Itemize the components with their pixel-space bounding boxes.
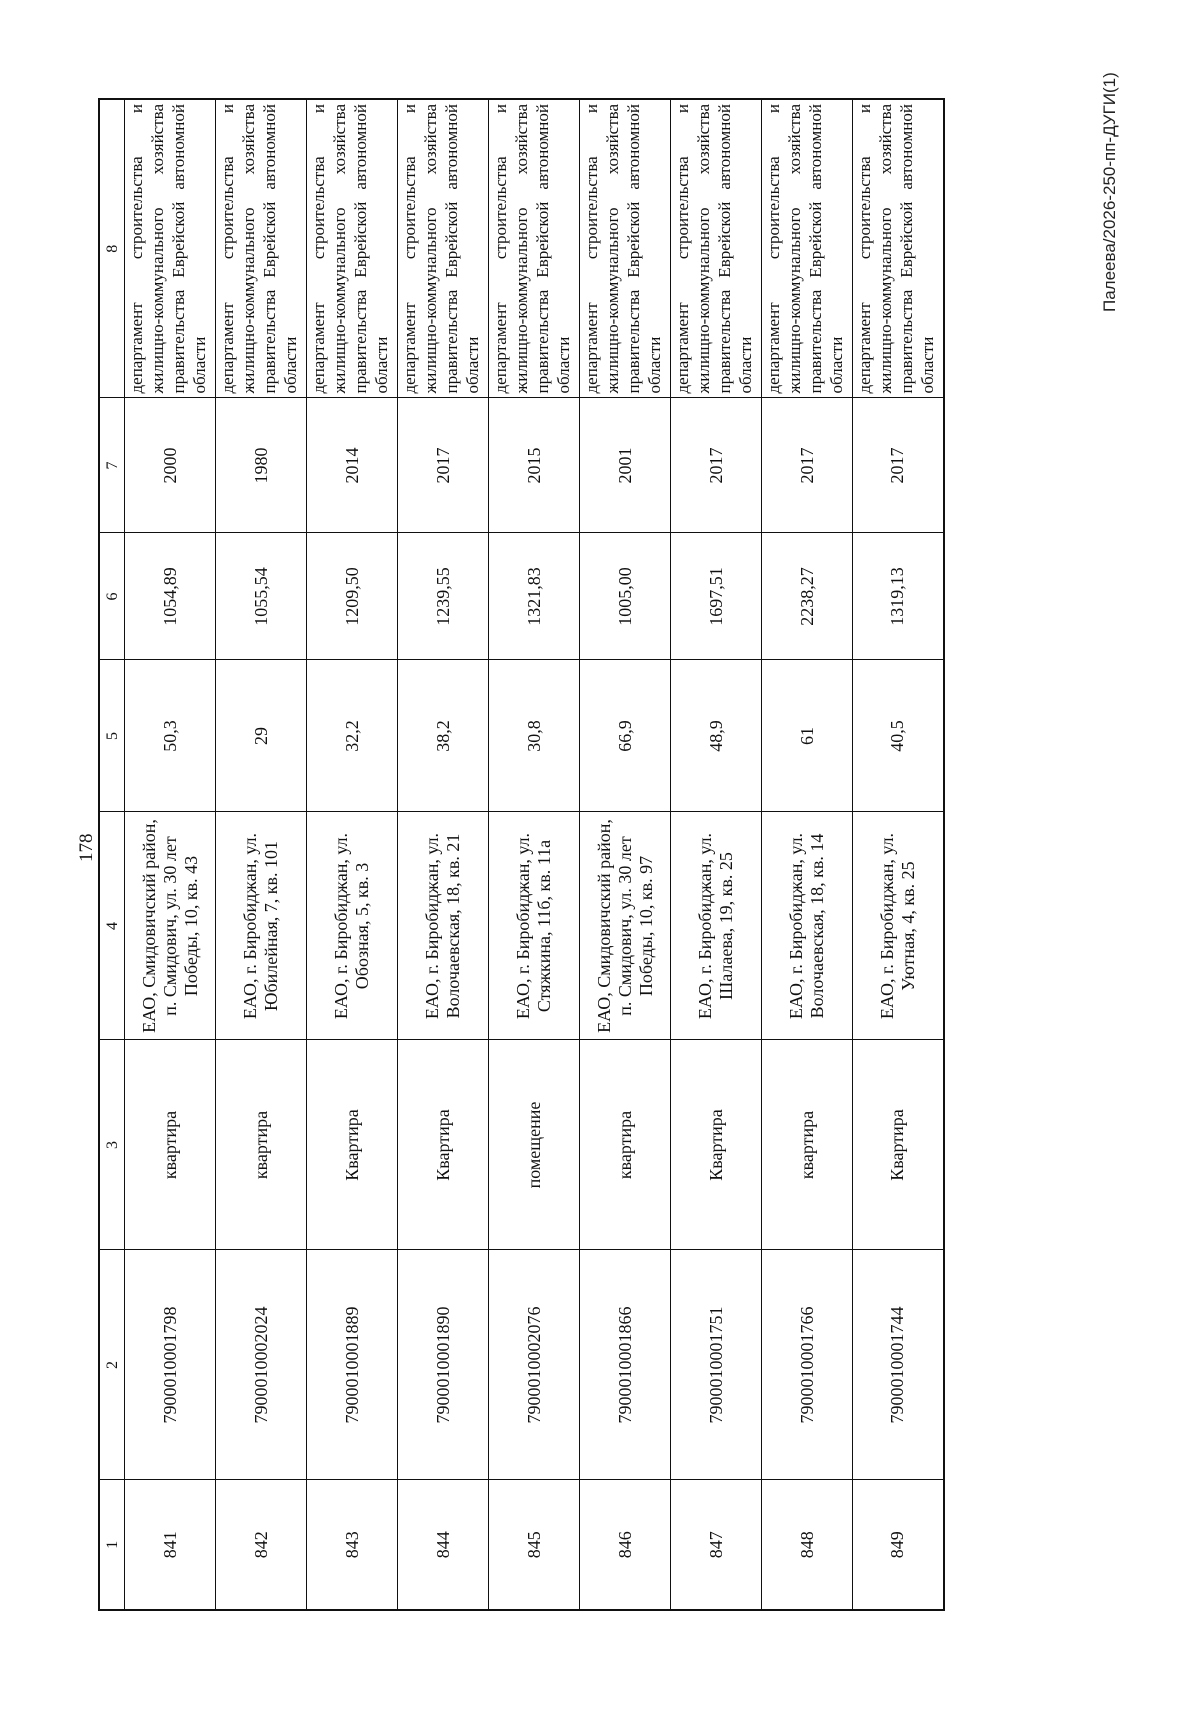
cadastral-number-cell: 7900010001751: [671, 1250, 762, 1480]
column-header: 6: [99, 533, 125, 660]
area-cell: 61: [762, 660, 853, 812]
area-cell: 40,5: [853, 660, 944, 812]
year-cell: 2017: [671, 398, 762, 533]
property-type-cell: квартира: [580, 1040, 671, 1250]
address-cell: ЕАО, г. Биробиджан, ул. Стяжкина, 11б, кв. 11а: [489, 812, 580, 1040]
column-header: 5: [99, 660, 125, 812]
property-type-cell: квартира: [762, 1040, 853, 1250]
area-cell: 50,3: [125, 660, 216, 812]
holder-cell: департамент строительства и жилищно-коммунального хозяйства правительства Еврейской автономной области: [125, 99, 216, 398]
year-cell: 2000: [125, 398, 216, 533]
address-cell: ЕАО, г. Биробиджан, ул. Обозная, 5, кв. 3: [307, 812, 398, 1040]
area-cell: 48,9: [671, 660, 762, 812]
cadastral-number-cell: 7900010002024: [216, 1250, 307, 1480]
area-cell: 32,2: [307, 660, 398, 812]
table-row: [762, 99, 853, 1610]
cadastral-number-cell: 7900010001866: [580, 1250, 671, 1480]
value-cell: 1209,50: [307, 533, 398, 660]
cadastral-number-cell: 7900010002076: [489, 1250, 580, 1480]
row-number-cell: 847: [671, 1480, 762, 1610]
property-type-cell: Квартира: [853, 1040, 944, 1250]
holder-cell: департамент строительства и жилищно-коммунального хозяйства правительства Еврейской автономной области: [307, 99, 398, 398]
value-cell: 1054,89: [125, 533, 216, 660]
row-number-cell: 849: [853, 1480, 944, 1610]
row-number-cell: 844: [398, 1480, 489, 1610]
table-row: [125, 99, 216, 1610]
property-type-cell: квартира: [125, 1040, 216, 1250]
property-type-cell: Квартира: [307, 1040, 398, 1250]
column-header: 1: [99, 1480, 125, 1610]
table-row: [489, 99, 580, 1610]
holder-cell: департамент строительства и жилищно-коммунального хозяйства правительства Еврейской автономной области: [853, 99, 944, 398]
address-cell: ЕАО, г. Биробиджан, ул. Юбилейная, 7, кв. 101: [216, 812, 307, 1040]
year-cell: 2017: [853, 398, 944, 533]
value-cell: 1055,54: [216, 533, 307, 660]
row-number-cell: 846: [580, 1480, 671, 1610]
area-cell: 38,2: [398, 660, 489, 812]
property-type-cell: квартира: [216, 1040, 307, 1250]
area-cell: 29: [216, 660, 307, 812]
cadastral-number-cell: 7900010001798: [125, 1250, 216, 1480]
column-header: 4: [99, 812, 125, 1040]
area-cell: 66,9: [580, 660, 671, 812]
year-cell: 2014: [307, 398, 398, 533]
row-number-cell: 841: [125, 1480, 216, 1610]
property-registry-table: [98, 98, 945, 1611]
value-cell: 1321,83: [489, 533, 580, 660]
property-type-cell: Квартира: [398, 1040, 489, 1250]
holder-cell: департамент строительства и жилищно-коммунального хозяйства правительства Еврейской автономной области: [671, 99, 762, 398]
holder-cell: департамент строительства и жилищно-коммунального хозяйства правительства Еврейской автономной области: [398, 99, 489, 398]
year-cell: 2015: [489, 398, 580, 533]
row-number-cell: 848: [762, 1480, 853, 1610]
value-cell: 2238,27: [762, 533, 853, 660]
table-row: [671, 99, 762, 1610]
value-cell: 1005,00: [580, 533, 671, 660]
column-number-row: [99, 99, 125, 1610]
address-cell: ЕАО, Смидовичский район, п. Смидович, ул. 30 лет Победы, 10, кв. 97: [580, 812, 671, 1040]
table-row: [580, 99, 671, 1610]
document-code-footer: Палеева/2026-250-пп-ДУГИ(1): [1100, 72, 1119, 312]
address-cell: ЕАО, Смидовичский район, п. Смидович, ул. 30 лет Победы, 10, кв. 43: [125, 812, 216, 1040]
table-row: [216, 99, 307, 1610]
value-cell: 1319,13: [853, 533, 944, 660]
year-cell: 1980: [216, 398, 307, 533]
table-row: [307, 99, 398, 1610]
cadastral-number-cell: 7900010001744: [853, 1250, 944, 1480]
row-number-cell: 843: [307, 1480, 398, 1610]
holder-cell: департамент строительства и жилищно-коммунального хозяйства правительства Еврейской автономной области: [762, 99, 853, 398]
cadastral-number-cell: 7900010001890: [398, 1250, 489, 1480]
value-cell: 1239,55: [398, 533, 489, 660]
year-cell: 2017: [398, 398, 489, 533]
value-cell: 1697,51: [671, 533, 762, 660]
address-cell: ЕАО, г. Биробиджан, ул. Волочаевская, 18, кв. 21: [398, 812, 489, 1040]
column-header: 3: [99, 1040, 125, 1250]
column-header: 8: [99, 99, 125, 398]
address-cell: ЕАО, г. Биробиджан, ул. Уютная, 4, кв. 25: [853, 812, 944, 1040]
holder-cell: департамент строительства и жилищно-коммунального хозяйства правительства Еврейской автономной области: [489, 99, 580, 398]
cadastral-number-cell: 7900010001889: [307, 1250, 398, 1480]
property-type-cell: Квартира: [671, 1040, 762, 1250]
cadastral-number-cell: 7900010001766: [762, 1250, 853, 1480]
year-cell: 2017: [762, 398, 853, 533]
page-number: 178: [76, 833, 97, 862]
row-number-cell: 845: [489, 1480, 580, 1610]
area-cell: 30,8: [489, 660, 580, 812]
holder-cell: департамент строительства и жилищно-коммунального хозяйства правительства Еврейской автономной области: [580, 99, 671, 398]
year-cell: 2001: [580, 398, 671, 533]
holder-cell: департамент строительства и жилищно-коммунального хозяйства правительства Еврейской автономной области: [216, 99, 307, 398]
address-cell: ЕАО, г. Биробиджан, ул. Шалаева, 19, кв. 25: [671, 812, 762, 1040]
column-header: 2: [99, 1250, 125, 1480]
property-type-cell: помещение: [489, 1040, 580, 1250]
table-row: [398, 99, 489, 1610]
row-number-cell: 842: [216, 1480, 307, 1610]
table-row: [853, 99, 944, 1610]
address-cell: ЕАО, г. Биробиджан, ул. Волочаевская, 18, кв. 14: [762, 812, 853, 1040]
column-header: 7: [99, 398, 125, 533]
